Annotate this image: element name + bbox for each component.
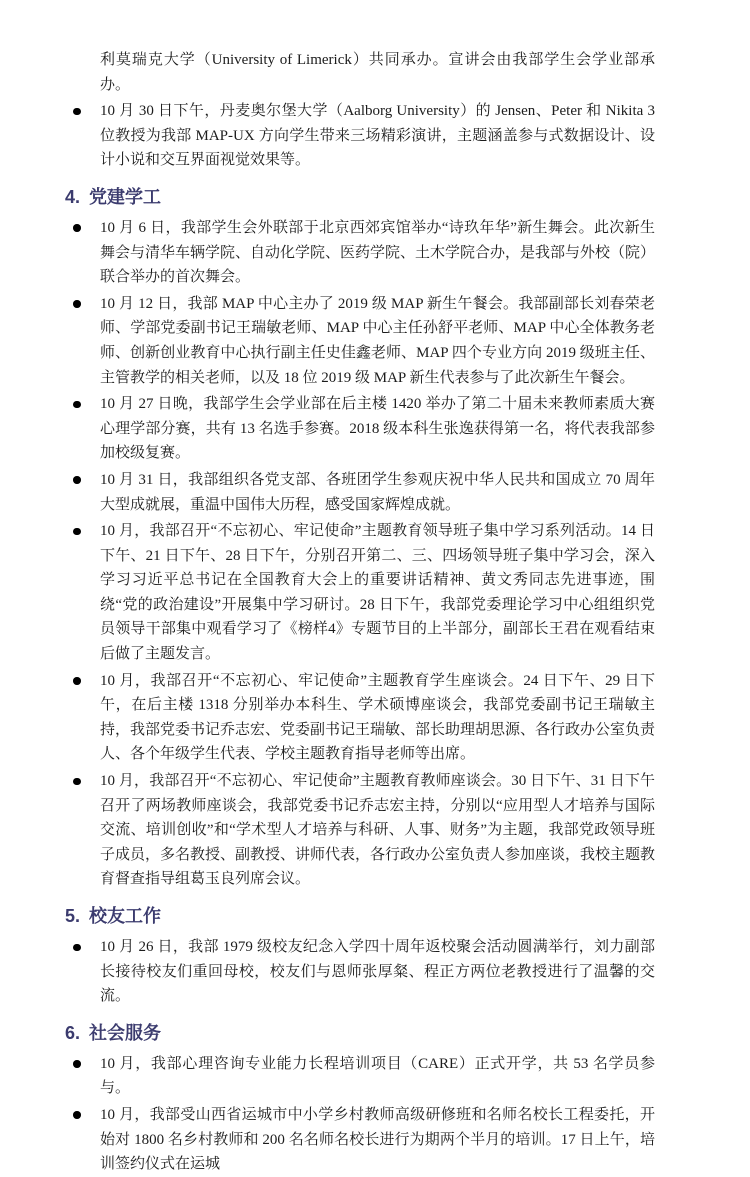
bullet-text: 10 月 31 日，我部组织各党支部、各班团学生参观庆祝中华人民共和国成立 70 周年大型成就展，重温中国伟大历程，感受国家辉煌成就。 — [100, 471, 655, 513]
bullet-text: 10 月 6 日，我部学生会外联部于北京西郊宾馆举办“诗玖年华”新生舞会。此次新生舞会与清华车辆学院、自动化学院、医药学院、土木学院合办，是我部与外校（院）联合举办的首次舞会。 — [100, 219, 656, 286]
bullet-icon — [73, 224, 81, 232]
bullet-item — [100, 99, 655, 173]
bullet-item — [100, 216, 655, 290]
bullet-item — [100, 669, 655, 767]
bullet-text: 10 月 30 日下午，丹麦奥尔堡大学（Aalborg University）的 Jensen、Peter 和 Nikita 3 位教授为我部 MAP-UX 方向学生带来三场精彩演讲，主题涵盖参与式数据设计、设计小说和交互界面视觉效果等。 — [100, 103, 655, 169]
bullet-item — [100, 519, 655, 667]
bullet-icon — [73, 476, 81, 484]
bullet-icon — [73, 944, 81, 952]
bullet-item — [100, 468, 655, 517]
bullet-text: 10 月，我部召开“不忘初心、牢记使命”主题教育领导班子集中学习系列活动。14 日下午、21 日下午、28 日下午，分别召开第二、三、四场领导班子集中学习会，深入学习习近平总书记在全国教育大会上的重要讲话精神、黄文秀同志先进事迹，围绕“党的政治建设”开展集中学习研讨。28 日下午，我部党委理论学习中心组组织党员领导干部集中观看学习了《榜样4》专题节目的上半部分，副部长王君在观看结束后做了主题发言。 — [100, 523, 655, 663]
bullet-item — [100, 392, 655, 466]
bullet-icon — [73, 677, 81, 685]
bullet-item — [100, 1052, 655, 1101]
section-title: 校友工作 — [89, 906, 162, 926]
bullet-text: 10 月 12 日，我部 MAP 中心主办了 2019 级 MAP 新生午餐会。我部副部长刘春荣老师、学部党委副书记王瑞敏老师、MAP 中心主任孙舒平老师、MAP 中心全体教务老师、创新创业教育中心执行副主任史佳鑫老师、MAP 四个专业方向 2019 级班主任、主管教学的相关老师，以及 18 位 2019 级 MAP 新生代表参与了此次新生午餐会。 — [100, 295, 655, 386]
section-number: 5. — [65, 906, 81, 926]
bullet-text: 10 月 26 日，我部 1979 级校友纪念入学四十周年返校聚会活动圆满举行，刘力副部长接待校友们重回母校，校友们与恩师张厚粲、程正方两位老教授进行了温馨的交流。 — [100, 939, 655, 1005]
bullet-list-intro — [100, 99, 655, 173]
paragraph-continuation: 利莫瑞克大学（University of Limerick）共同承办。宣讲会由我部学生会学业部承办。 — [100, 52, 655, 93]
section-number: 6. — [65, 1022, 81, 1043]
section-heading-alumni — [65, 905, 655, 928]
bullet-text: 10 月，我部心理咨询专业能力长程培训项目（CARE）正式开学，共 53 名学员参与。 — [100, 1055, 655, 1097]
bullet-icon — [73, 1060, 81, 1068]
section-title: 党建学工 — [89, 186, 162, 207]
bullet-item — [100, 1103, 655, 1177]
section-heading-social-service — [65, 1022, 655, 1045]
bullet-text: 10 月，我部受山西省运城市中小学乡村教师高级研修班和名师名校长工程委托，开始对 1800 名乡村教师和 200 名名师名校长进行为期两个半月的培训。17 日上午，培训签约仪式在运城 — [100, 1106, 655, 1173]
section-heading-party-building — [65, 186, 655, 209]
bullet-icon — [73, 300, 81, 308]
bullet-icon — [73, 108, 81, 116]
bullet-icon — [73, 778, 81, 786]
section-title: 社会服务 — [89, 1022, 162, 1043]
bullet-item — [100, 292, 655, 390]
bullet-item — [100, 769, 655, 892]
bullet-list-social-service — [100, 1052, 655, 1177]
section-number: 4. — [65, 186, 81, 207]
bullet-icon — [73, 1111, 81, 1119]
bullet-icon — [73, 401, 81, 409]
bullet-list-alumni — [100, 935, 655, 1009]
bullet-list-party-building — [100, 216, 655, 892]
bullet-item — [100, 935, 655, 1009]
bullet-text: 10 月，我部召开“不忘初心、牢记使命”主题教育学生座谈会。24 日下午、29 日下午，在后主楼 1318 分别举办本科生、学术硕博座谈会，我部党委副书记王瑞敏主持，我部党委书记乔志宏、党委副书记王瑞敏、部长助理胡思源、各行政办公室负责人、各个年级学生代表、学校主题教育指导老师等出席。 — [100, 672, 656, 763]
bullet-text: 10 月 27 日晚，我部学生会学业部在后主楼 1420 举办了第二十届未来教师素质大赛心理学部分赛，共有 13 名选手参赛。2018 级本科生张逸获得第一名，将代表我部参加校级复赛。 — [100, 396, 655, 462]
bullet-icon — [73, 528, 81, 536]
bullet-text: 10 月，我部召开“不忘初心、牢记使命”主题教育教师座谈会。30 日下午、31 日下午召开了两场教师座谈会，我部党委书记乔志宏主持，分别以“应用型人才培养与国际交流、培训创收”和“学术型人才培养与科研、人事、财务”为主题，我部党政领导班子成员，多名教授、副教授、讲师代表，各行政办公室负责人参加座谈，我校主题教育督查指导组葛玉良列席会议。 — [100, 773, 656, 888]
